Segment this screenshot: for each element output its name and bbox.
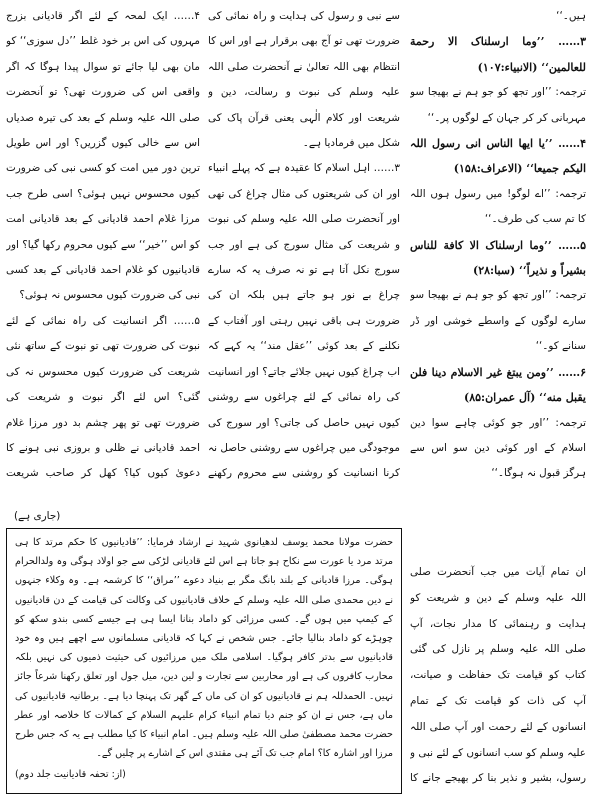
paragraph: ترجمہ: ’’اور تجھ کو جو ہم نے بھیجا سو سارے لوگوں کے واسطے خوشی اور ڈر سنانے کو۔‘‘	[410, 289, 586, 353]
paragraph: ترجمہ: ’’اور تجھ کو جو ہم نے بھیجا سو مہربانی کر کر جہان کے لوگوں پر۔‘‘	[410, 86, 586, 124]
column-middle	[208, 4, 400, 494]
arabic-verse: ۵…… ’’وما ارسلناک الا کافة للناس بشیراً و نذیراً‘‘ (سبا:۲۸)	[410, 238, 586, 278]
column-right-lower	[410, 560, 586, 796]
paragraph: ہیں۔‘‘	[556, 10, 586, 22]
paragraph: سے نبی و رسول کی ہدایت و راہ نمائی کی ضرورت تھی تو آج بھی برقرار ہے اور اس کا انتظام بھی اللہ تعالیٰ نے آنحضرت صلی اللہ علیہ وسلم کی نبوت و رسالت، دین و شریعت اور کلام الٰہی یعنی قرآن پاک کی شکل میں فرمادیا ہے۔	[208, 10, 400, 150]
quote-text: حضرت مولانا محمد یوسف لدھیانوی شہید نے ارشاد فرمایا: ’’قادیانیوں کا حکم مرتد کا ہی مرتد مرد یا عورت سے نکاح ہو جاتا ہے اس لئے قادیانی لڑکی سے جو اولاد ہوگی وہ ولدالحرام ہوگی۔ مرزا قادیانی کے بلند بانگ مگر بے بنیاد دعوے ’’مراق‘‘ کا کرشمہ ہے۔ وہ وکلاء جنہوں نے دین محمدی صلی اللہ علیہ وسلم کے خلاف قادیانیوں کی وکالت کی قیامت کے دن قادیانیوں کے کیمپ میں ہوں گے۔ کسی مرزائی کو داماد بنانا ایسا ہی ہے جیسے کسی بندو سکھ کو چوہڑے کو داماد بنالیا جائے۔ جس شخص نے کہا کہ قادیانی مسلمانوں سے اچھے ہیں وہ خود قادیانیوں سے بدتر کافر ہوگیا۔ اسلامی ملک میں مرزائیوں کی حیثیت ذمیوں کی نہیں بلکہ محارب کافروں کی ہے اور محاربین سے تجارت و لین دین، میل جول اور تعلق رکھنا شرعاً جائز نہیں۔ الحمدللہ ہم نے قادیانیوں کو ان کی ماں کے گھر تک پہنچا دیا ہے۔ برطانیہ قادیانیوں کی ماں ہے، جس نے ان کو جنم دیا تمام انبیاء کرام علیہم السلام کے کمالات کا خلاصہ اور عطر حضرت محمد مصطفیٰ صلی اللہ علیہ وسلم ہیں۔ امام انبیاء کا کیا مطلب ہے یہ کہ جس طرح مرزا اور اشارہ کا؟ امام جب تک آئے ہی مقتدی اس کے اشارے پر چلیں گے۔	[15, 537, 393, 760]
paragraph: ۵…… اگر انسانیت کی راہ نمائی کے لئے نبوت کی ضرورت تھی تو نبوت کے ساتھ نئی شریعت کی ضرورت کیوں محسوس نہ کی گئی؟ اس لئے اگر نبوت و شریعت کی ضرورت تھی تو پھر چشم بد دور مرزا غلام احمد قادیانی نے ظلی و بروزی نبی ہونے کا دعویٰ کیوں کیا؟ کھل کر صاحب شریعت	[6, 314, 200, 480]
column-left	[6, 4, 200, 494]
paragraph: ترجمہ: ’’اے لوگو! میں رسول ہوں اللہ کا تم سب کی طرف۔‘‘	[410, 187, 586, 226]
paragraph: ترجمہ: ’’اور جو کوئی چاہے سوا دین اسلام کے اور کوئی دین سو اس سے ہرگز قبول نہ ہوگا۔‘‘	[410, 416, 586, 480]
column-right	[410, 4, 586, 524]
quote-box	[6, 528, 402, 794]
continued-marker: (جاری ہے)	[14, 510, 61, 522]
quote-source: (از: تحفہ قادیانیت جلد دوم)	[15, 769, 126, 781]
paragraph: ۳…… اہل اسلام کا عقیدہ ہے کہ پہلے انبیاء اور ان کی شریعتوں کی مثال چراغ کی تھی اور آنحضرت صلی اللہ علیہ وسلم کی نبوت و شریعت کی مثال سورج کی ہے اور جب سورج نکل آتا ہے تو نہ صرف یہ کہ سارے چراغ بے نور ہو جاتے ہیں بلکہ ان کی ضرورت ہی باقی نہیں رہتی اور آفتاب کے نکلنے کے بعد کوئی ’’عقل مند‘‘ یہ کہے کہ اب چراغ کیوں نہیں جلائے جاتے؟ اور انسانیت کی راہ نمائی کے لئے چراغوں سے روشنی کیوں نہیں حاصل کی جاتی؟ اور سورج کی موجودگی میں چراغوں سے روشنی حاصل نہ کرنا انسانیت کو روشنی سے محروم رکھنے	[208, 162, 400, 480]
arabic-verse: ۴…… ’’یا ایھا الناس انی رسول اللہ الیکم جمیعا‘‘ (الاعراف:۱۵۸)	[410, 137, 586, 176]
arabic-verse: ۶…… ’’ومن یبتغ غیر الاسلام دینا فلن یقبل منه‘‘ (آل عمران:۸۵)	[410, 365, 586, 405]
paragraph: ان تمام آیات میں جب آنحضرت صلی اللہ علیہ وسلم کے دین و شریعت کو ہدایت و رہنمائی کا مدار نجات، آپ صلی اللہ علیہ وسلم پر نازل کی گئی کتاب کو قیامت تک حفاظت و صیانت، آپ کی ذات کو قیامت تک کے تمام انسانوں کے لئے رحمت اور آپ صلی اللہ علیہ وسلم کو سب انسانوں کے لئے نبی و رسول، بشیر و نذیر بنا کر بھیجے جانے کا	[410, 566, 586, 785]
arabic-verse: ۳…… ’’وما ارسلناک الا رحمة للعالمین‘‘ (الانبیاء:۱۰۷)	[410, 35, 586, 74]
paragraph: ۴…… ایک لمحہ کے لئے اگر قادیانی بزرج مہروں کی اس بر خود غلط ’’دل سوزی‘‘ کو مان بھی لیا جائے تو سوال پیدا ہوگا کہ اگر واقعی اس کی ضرورت تھی؟ تو آنحضرت صلی اللہ علیہ وسلم کے بعد کی تیرہ صدیاں اس سے خالی کیوں گزریں؟ اور اس طویل ترین دور میں امت کو کسی نبی کی ضرورت کیوں محسوس نہیں ہوئی؟ اسی طرح جب مرزا غلام احمد قادیانی کے بعد قادیانی امت کو اس ’’خیر‘‘ سے کیوں محروم رکھا گیا؟ اور قادیانیوں کو غلام احمد قادیانی کے بعد کسی نبی کی ضرورت کیوں محسوس نہ ہوئی؟	[6, 10, 200, 302]
